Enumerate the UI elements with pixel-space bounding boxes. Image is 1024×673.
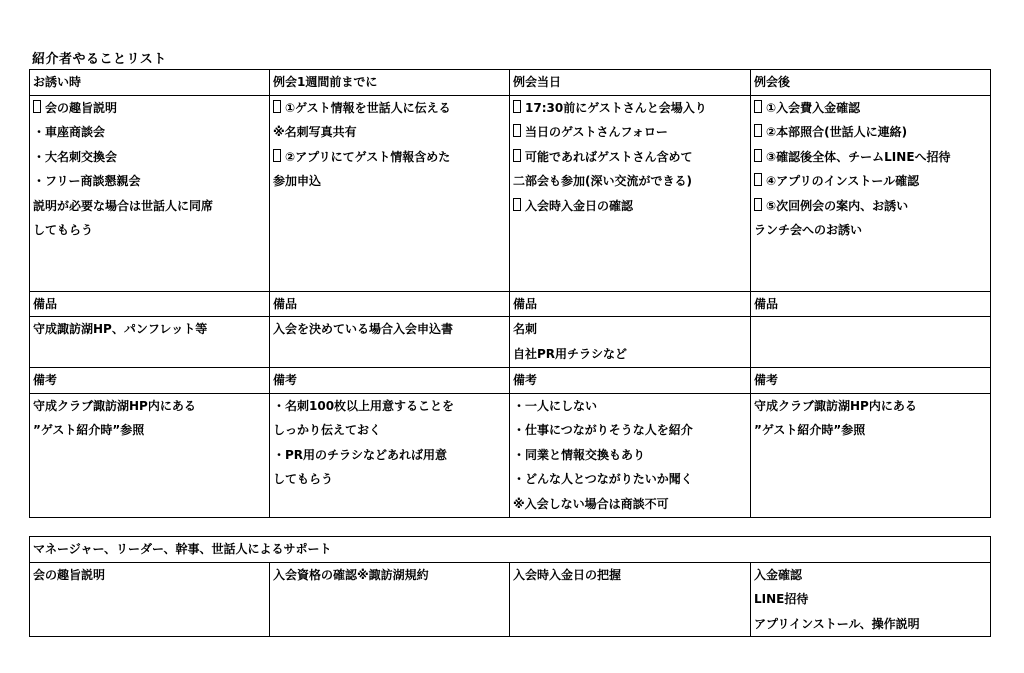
checkbox-icon[interactable]	[273, 100, 281, 113]
items-row	[30, 317, 991, 368]
cell-text: ・大名刺交換会	[33, 149, 118, 164]
phase-header: 例会当日	[510, 70, 751, 96]
cell-line	[513, 96, 747, 121]
checkbox-icon[interactable]	[754, 173, 762, 186]
items-cell	[30, 317, 270, 368]
notes-cell	[751, 393, 991, 517]
support-cell	[510, 562, 751, 637]
checkbox-icon[interactable]	[33, 100, 41, 113]
cell-line	[273, 467, 506, 492]
cell-line	[754, 394, 987, 419]
cell-line	[33, 394, 266, 419]
checkbox-icon[interactable]	[754, 198, 762, 211]
cell-line	[33, 563, 266, 588]
cell-line	[33, 169, 266, 194]
tasks-cell	[30, 95, 270, 291]
cell-line	[33, 317, 266, 342]
support-table	[29, 536, 991, 637]
cell-text: しっかり伝えておく	[273, 423, 382, 437]
notes-label: 備考	[270, 368, 510, 394]
cell-text: 入会時入金日の確認	[525, 198, 634, 213]
phase-header: お誘い時	[30, 70, 270, 96]
cell-text: ・フリー商談懇親会	[33, 174, 141, 188]
cell-line	[754, 169, 987, 194]
items-label-row	[30, 291, 991, 317]
tasks-cell	[270, 95, 510, 291]
checkbox-icon[interactable]	[754, 100, 762, 113]
cell-line	[513, 563, 747, 588]
phase-header-row	[30, 70, 991, 96]
cell-text: 会の趣旨説明	[45, 100, 118, 115]
tasks-cell	[510, 95, 751, 291]
cell-line	[33, 194, 266, 219]
notes-cell	[510, 393, 751, 517]
support-header-row	[30, 537, 991, 563]
cell-text: 17:30前にゲストさんと会場入り	[525, 100, 707, 115]
support-cell	[30, 562, 270, 637]
notes-row	[30, 393, 991, 517]
cell-text: 入金確認	[754, 567, 803, 582]
checkbox-icon[interactable]	[513, 124, 521, 137]
cell-line	[513, 443, 747, 468]
support-cell	[270, 562, 510, 637]
cell-text: ※入会しない場合は商談不可	[513, 496, 669, 511]
cell-line	[754, 587, 987, 612]
phase-header: 例会1週間前までに	[270, 70, 510, 96]
cell-line	[513, 120, 747, 145]
notes-label: 備考	[751, 368, 991, 394]
cell-line	[273, 394, 506, 419]
cell-text: ”ゲスト紹介時”参照	[754, 423, 866, 437]
cell-text: してもらう	[33, 223, 94, 237]
cell-line	[754, 120, 987, 145]
cell-line	[513, 418, 747, 443]
cell-text: 名刺	[513, 322, 538, 336]
checkbox-icon[interactable]	[513, 198, 521, 211]
checkbox-icon[interactable]	[754, 124, 762, 137]
notes-cell	[30, 393, 270, 517]
items-cell	[751, 317, 991, 368]
cell-line	[273, 145, 506, 170]
cell-line	[513, 467, 747, 492]
cell-line	[754, 218, 987, 243]
cell-line	[33, 145, 266, 170]
notes-cell	[270, 393, 510, 517]
cell-text: ・PR用のチラシなどあれば用意	[273, 447, 448, 462]
cell-line	[273, 317, 506, 342]
cell-line	[754, 563, 987, 588]
cell-text: LINE招待	[754, 592, 809, 606]
support-row	[30, 562, 991, 637]
cell-line	[33, 418, 266, 443]
cell-line	[754, 194, 987, 219]
items-cell	[270, 317, 510, 368]
cell-text: ・名刺100枚以上用意することを	[273, 398, 455, 413]
items-label: 備品	[270, 291, 510, 317]
cell-text: ”ゲスト紹介時”参照	[33, 423, 145, 437]
checkbox-icon[interactable]	[754, 149, 762, 162]
cell-line	[513, 145, 747, 170]
cell-text: アプリインストール、操作説明	[754, 616, 920, 631]
cell-line	[273, 96, 506, 121]
cell-text: ランチ会へのお誘い	[754, 223, 863, 237]
cell-line	[513, 194, 747, 219]
todo-table	[29, 69, 991, 518]
cell-line	[33, 120, 266, 145]
phase-header: 例会後	[751, 70, 991, 96]
support-cell	[751, 562, 991, 637]
cell-line	[513, 394, 747, 419]
cell-text: 入会を決めている場合入会申込書	[273, 322, 454, 336]
cell-text: ⑤次回例会の案内、お誘い	[766, 198, 909, 213]
cell-text: ①入会費入金確認	[766, 100, 861, 115]
support-header: マネージャー、リーダー、幹事、世話人によるサポート	[30, 537, 991, 563]
document-title: 紹介者やることリスト	[32, 52, 167, 67]
cell-line	[754, 612, 987, 637]
cell-text: 当日のゲストさんフォロー	[525, 125, 668, 139]
cell-text: 自社PR用チラシなど	[513, 346, 628, 361]
cell-text: 入会時入金日の把握	[513, 567, 622, 582]
cell-text: 二部会も参加(深い交流ができる)	[513, 174, 692, 188]
cell-text: ②本部照合(世話人に連絡)	[766, 125, 908, 139]
cell-text: ・車座商談会	[33, 125, 106, 139]
checkbox-icon[interactable]	[273, 149, 281, 162]
cell-text: 守成クラブ諏訪湖HP内にある	[754, 398, 917, 413]
cell-line	[513, 492, 747, 517]
cell-line	[273, 418, 506, 443]
cell-text: 入会資格の確認※諏訪湖規約	[273, 567, 429, 582]
cell-text: してもらう	[273, 472, 334, 486]
notes-label: 備考	[510, 368, 751, 394]
cell-text: ②アプリにてゲスト情報含めた	[285, 149, 451, 164]
tasks-cell	[751, 95, 991, 291]
cell-text: ③確認後全体、チームLINEへ招待	[766, 149, 951, 164]
items-label: 備品	[30, 291, 270, 317]
cell-line	[273, 120, 506, 145]
checkbox-icon[interactable]	[513, 100, 521, 113]
cell-line	[754, 145, 987, 170]
cell-line	[513, 317, 747, 342]
items-label: 備品	[751, 291, 991, 317]
cell-text: 参加申込	[273, 174, 322, 188]
cell-line	[513, 342, 747, 367]
cell-line	[754, 96, 987, 121]
checkbox-icon[interactable]	[513, 149, 521, 162]
tasks-row	[30, 95, 991, 291]
cell-text: 会の趣旨説明	[33, 567, 106, 582]
items-label: 備品	[510, 291, 751, 317]
cell-text: ・同業と情報交換もあり	[513, 447, 646, 462]
notes-label: 備考	[30, 368, 270, 394]
cell-text: ・どんな人とつながりたいか聞く	[513, 472, 693, 486]
cell-text: ①ゲスト情報を世話人に伝える	[285, 100, 451, 115]
cell-text: ④アプリのインストール確認	[766, 174, 920, 188]
items-cell	[510, 317, 751, 368]
cell-line	[273, 443, 506, 468]
cell-text: 説明が必要な場合は世話人に同席	[33, 198, 214, 213]
cell-text: ・一人にしない	[513, 398, 598, 413]
notes-label-row	[30, 368, 991, 394]
cell-text: 守成クラブ諏訪湖HP内にある	[33, 398, 196, 413]
cell-line	[273, 169, 506, 194]
cell-line	[513, 169, 747, 194]
cell-text: ・仕事につながりそうな人を紹介	[513, 423, 693, 437]
cell-line	[273, 563, 506, 588]
cell-line	[33, 218, 266, 243]
cell-text: ※名刺写真共有	[273, 125, 357, 139]
cell-text: 可能であればゲストさん含めて	[525, 149, 693, 164]
cell-text: 守成諏訪湖HP、パンフレット等	[33, 322, 208, 336]
cell-line	[33, 96, 266, 121]
cell-line	[754, 418, 987, 443]
